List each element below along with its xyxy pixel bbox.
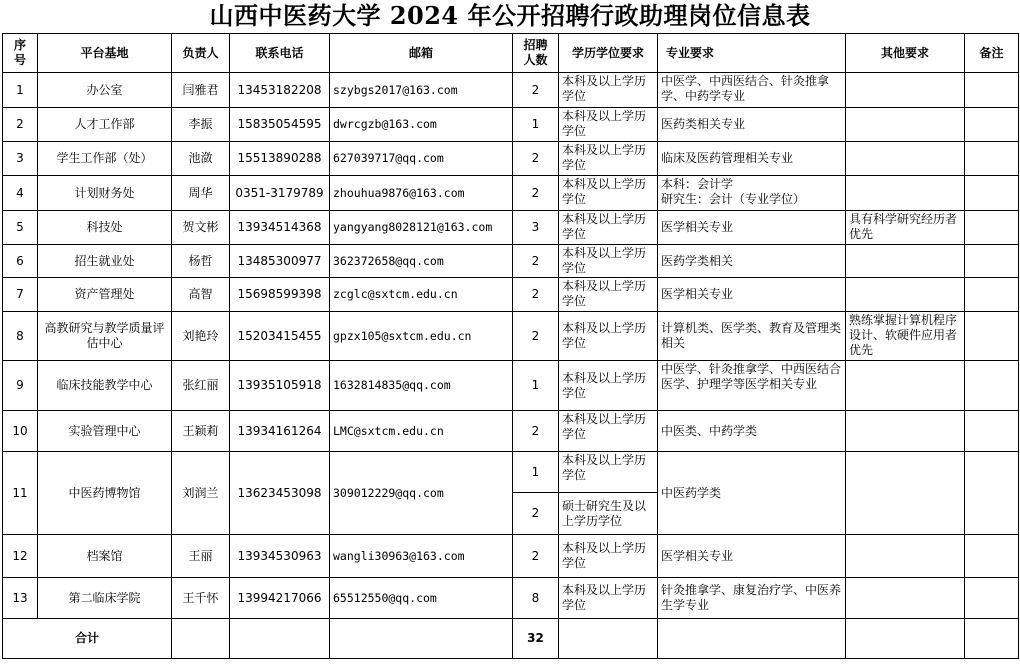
cell-base: 科技处 — [38, 211, 172, 245]
cell-major: 中医学、中西医结合、针灸推拿学、中药学专业 — [658, 73, 846, 108]
cell-phone: 15203415455 — [230, 312, 330, 361]
cell-email: LMC@sxtcm.edu.cn — [330, 411, 513, 452]
cell-degree: 本科及以上学历学位 — [559, 278, 658, 312]
cell-no: 4 — [3, 176, 38, 211]
cell-owner: 贺文彬 — [172, 211, 230, 245]
header-major: 专业要求 — [658, 34, 846, 73]
cell-count: 1 — [513, 361, 559, 411]
cell-base: 中医药博物馆 — [38, 452, 172, 535]
cell-base: 高教研究与教学质量评估中心 — [38, 312, 172, 361]
cell-base: 临床技能教学中心 — [38, 361, 172, 411]
cell-remark — [965, 535, 1019, 578]
cell-no: 9 — [3, 361, 38, 411]
cell-other — [846, 142, 965, 176]
cell-phone: 15835054595 — [230, 108, 330, 142]
page-title: 山西中医药大学 2024 年公开招聘行政助理岗位信息表 — [209, 1, 811, 30]
cell-no: 7 — [3, 278, 38, 312]
cell-no: 10 — [3, 411, 38, 452]
table-row — [3, 578, 1019, 619]
cell-owner: 闫雅君 — [172, 73, 230, 108]
cell-owner: 杨哲 — [172, 245, 230, 278]
cell-owner: 池潋 — [172, 142, 230, 176]
cell-base: 资产管理处 — [38, 278, 172, 312]
cell-degree: 本科及以上学历学位 — [559, 535, 658, 578]
header-other: 其他要求 — [846, 34, 965, 73]
cell-remark — [965, 245, 1019, 278]
cell-email: szybgs2017@163.com — [330, 73, 513, 108]
total-row — [3, 619, 1019, 659]
cell-count: 2 — [513, 278, 559, 312]
cell-degree: 本科及以上学历学位 — [559, 312, 658, 361]
cell-owner: 王颖莉 — [172, 411, 230, 452]
cell-major: 中医类、中药学类 — [658, 411, 846, 452]
total-empty-cell — [230, 619, 330, 659]
cell-count: 2 — [513, 245, 559, 278]
cell-email: 627039717@qq.com — [330, 142, 513, 176]
cell-owner: 周华 — [172, 176, 230, 211]
table-row — [3, 142, 1019, 176]
cell-other — [846, 578, 965, 619]
cell-no: 11 — [3, 452, 38, 535]
table-row — [3, 535, 1019, 578]
table-row — [3, 245, 1019, 278]
cell-remark — [965, 176, 1019, 211]
cell-email: wangli30963@163.com — [330, 535, 513, 578]
cell-count: 2 — [513, 73, 559, 108]
cell-phone: 13934530963 — [230, 535, 330, 578]
cell-owner: 刘润兰 — [172, 452, 230, 535]
table-row — [3, 312, 1019, 361]
cell-base: 办公室 — [38, 73, 172, 108]
table-row — [3, 361, 1019, 411]
cell-remark — [965, 452, 1019, 535]
cell-count: 1 — [513, 108, 559, 142]
table-row — [3, 108, 1019, 142]
cell-no: 8 — [3, 312, 38, 361]
cell-remark — [965, 73, 1019, 108]
cell-degree: 本科及以上学历学位 — [559, 452, 658, 493]
cell-phone: 13453182208 — [230, 73, 330, 108]
header-remark: 备注 — [965, 34, 1019, 73]
total-empty-cell — [658, 619, 846, 659]
table-row — [3, 176, 1019, 211]
table-row — [3, 278, 1019, 312]
cell-base: 人才工作部 — [38, 108, 172, 142]
total-label: 合计 — [3, 619, 172, 659]
cell-owner: 王丽 — [172, 535, 230, 578]
cell-count: 8 — [513, 578, 559, 619]
cell-other — [846, 245, 965, 278]
cell-other — [846, 176, 965, 211]
cell-phone: 13935105918 — [230, 361, 330, 411]
cell-major: 医药类相关专业 — [658, 108, 846, 142]
total-empty-cell — [846, 619, 965, 659]
cell-remark — [965, 211, 1019, 245]
positions-table — [2, 33, 1019, 659]
cell-degree: 本科及以上学历学位 — [559, 176, 658, 211]
total-empty-cell — [330, 619, 513, 659]
cell-base: 第二临床学院 — [38, 578, 172, 619]
cell-other — [846, 361, 965, 411]
cell-major: 医学相关专业 — [658, 535, 846, 578]
cell-degree: 本科及以上学历学位 — [559, 211, 658, 245]
cell-major: 医学相关专业 — [658, 278, 846, 312]
cell-phone: 0351-3179789 — [230, 176, 330, 211]
cell-other — [846, 535, 965, 578]
cell-remark — [965, 411, 1019, 452]
cell-base: 实验管理中心 — [38, 411, 172, 452]
cell-remark — [965, 108, 1019, 142]
cell-remark — [965, 142, 1019, 176]
cell-phone: 13485300977 — [230, 245, 330, 278]
cell-count: 2 — [513, 411, 559, 452]
header-count: 招聘人数 — [513, 34, 559, 73]
cell-count: 1 — [513, 452, 559, 493]
cell-base: 招生就业处 — [38, 245, 172, 278]
cell-phone: 13934161264 — [230, 411, 330, 452]
cell-no: 5 — [3, 211, 38, 245]
cell-major: 医学相关专业 — [658, 211, 846, 245]
cell-major: 医药学类相关 — [658, 245, 846, 278]
cell-owner: 张红丽 — [172, 361, 230, 411]
cell-base: 计划财务处 — [38, 176, 172, 211]
cell-major: 本科：会计学 研究生：会计（专业学位） — [658, 176, 846, 211]
cell-other — [846, 73, 965, 108]
cell-phone: 15698599398 — [230, 278, 330, 312]
total-empty-cell — [559, 619, 658, 659]
cell-no: 2 — [3, 108, 38, 142]
cell-degree: 本科及以上学历学位 — [559, 411, 658, 452]
table-row — [3, 411, 1019, 452]
table-row — [3, 211, 1019, 245]
total-count: 32 — [513, 619, 559, 659]
cell-count: 2 — [513, 312, 559, 361]
cell-degree: 本科及以上学历学位 — [559, 245, 658, 278]
cell-count: 2 — [513, 535, 559, 578]
cell-email: dwrcgzb@163.com — [330, 108, 513, 142]
header-no: 序号 — [3, 34, 38, 73]
cell-email: 1632814835@qq.com — [330, 361, 513, 411]
cell-no: 1 — [3, 73, 38, 108]
cell-phone: 13623453098 — [230, 452, 330, 535]
cell-owner: 王千怀 — [172, 578, 230, 619]
total-empty-cell — [965, 619, 1019, 659]
cell-phone: 13994217066 — [230, 578, 330, 619]
header-owner: 负责人 — [172, 34, 230, 73]
cell-count: 2 — [513, 142, 559, 176]
cell-no: 12 — [3, 535, 38, 578]
table-row — [3, 452, 1019, 493]
cell-email: 65512550@qq.com — [330, 578, 513, 619]
cell-no: 6 — [3, 245, 38, 278]
cell-count: 2 — [513, 493, 559, 535]
header-email: 邮箱 — [330, 34, 513, 73]
cell-no: 3 — [3, 142, 38, 176]
cell-degree: 硕士研究生及以上学历学位 — [559, 493, 658, 535]
cell-count: 2 — [513, 176, 559, 211]
cell-major: 临床及医药管理相关专业 — [658, 142, 846, 176]
cell-degree: 本科及以上学历学位 — [559, 361, 658, 411]
cell-count: 3 — [513, 211, 559, 245]
cell-email: gpzx105@sxtcm.edu.cn — [330, 312, 513, 361]
cell-remark — [965, 278, 1019, 312]
cell-email: 309012229@qq.com — [330, 452, 513, 535]
cell-remark — [965, 578, 1019, 619]
cell-email: 362372658@qq.com — [330, 245, 513, 278]
cell-other — [846, 108, 965, 142]
cell-base: 学生工作部（处） — [38, 142, 172, 176]
cell-major: 针灸推拿学、康复治疗学、中医养生学专业 — [658, 578, 846, 619]
cell-email: yangyang8028121@163.com — [330, 211, 513, 245]
cell-degree: 本科及以上学历学位 — [559, 578, 658, 619]
cell-phone: 15513890288 — [230, 142, 330, 176]
table-row — [3, 73, 1019, 108]
cell-other: 熟练掌握计算机程序设计、软硬件应用者优先 — [846, 312, 965, 361]
header-base: 平台基地 — [38, 34, 172, 73]
cell-owner: 刘艳玲 — [172, 312, 230, 361]
cell-email: zcglc@sxtcm.edu.cn — [330, 278, 513, 312]
header-degree: 学历学位要求 — [559, 34, 658, 73]
cell-remark — [965, 312, 1019, 361]
cell-base: 档案馆 — [38, 535, 172, 578]
cell-email: zhouhua9876@163.com — [330, 176, 513, 211]
cell-major: 计算机类、医学类、教育及管理类相关 — [658, 312, 846, 361]
cell-owner: 高智 — [172, 278, 230, 312]
cell-no: 13 — [3, 578, 38, 619]
cell-degree: 本科及以上学历学位 — [559, 108, 658, 142]
cell-degree: 本科及以上学历学位 — [559, 142, 658, 176]
header-phone: 联系电话 — [230, 34, 330, 73]
cell-other — [846, 411, 965, 452]
cell-other: 具有科学研究经历者优先 — [846, 211, 965, 245]
cell-other — [846, 278, 965, 312]
cell-phone: 13934514368 — [230, 211, 330, 245]
cell-owner: 李振 — [172, 108, 230, 142]
cell-major: 中医药学类 — [658, 452, 846, 535]
cell-major: 中医学、针灸推拿学、中西医结合医学、护理学等医学相关专业 — [658, 361, 846, 411]
header-row — [3, 34, 1019, 73]
cell-degree: 本科及以上学历学位 — [559, 73, 658, 108]
cell-remark — [965, 361, 1019, 411]
cell-other — [846, 452, 965, 535]
total-empty-cell — [172, 619, 230, 659]
